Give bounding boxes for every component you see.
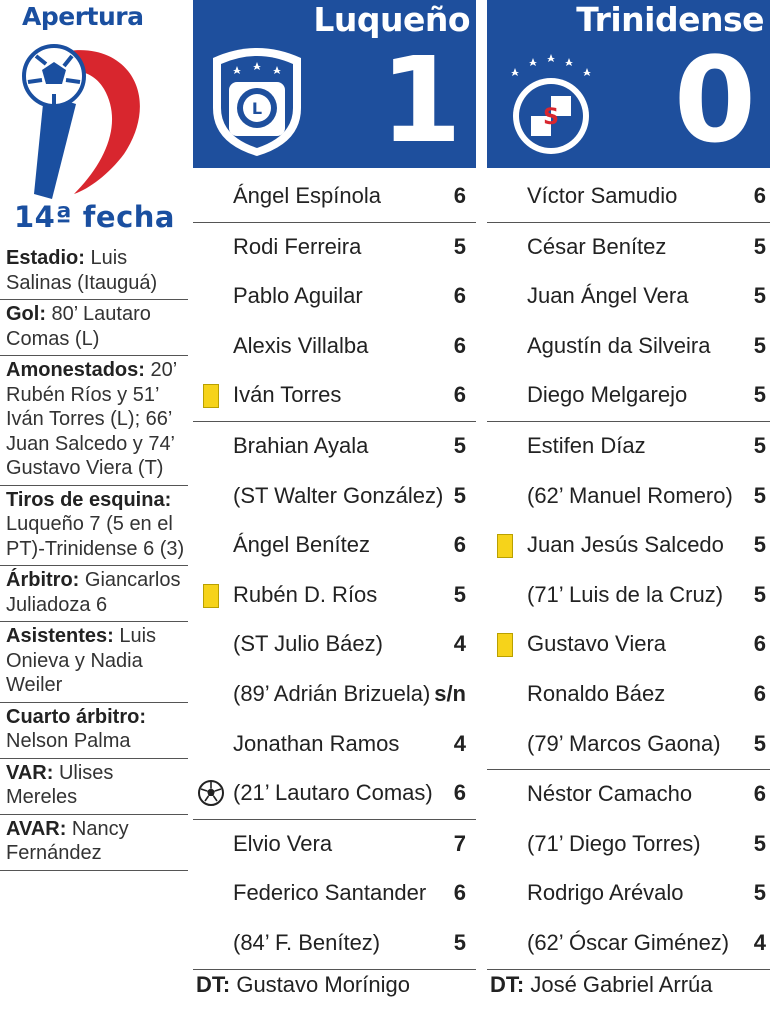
tournament-title: Apertura	[22, 2, 144, 31]
info-label: Estadio:	[6, 247, 85, 269]
player-row	[193, 620, 476, 670]
info-block	[0, 759, 188, 815]
player-rating: 6	[453, 382, 466, 408]
player-name: Ángel Benítez	[233, 532, 370, 558]
player-rating: 5	[753, 830, 766, 856]
team2-name: Trinidense	[576, 0, 764, 39]
player-name: Juan Jesús Salcedo	[527, 532, 724, 558]
info-value: Ulises Mereles	[6, 761, 114, 808]
player-rating: 6	[453, 780, 466, 806]
player-name: Gustavo Viera	[527, 631, 667, 657]
player-name: Pablo Aguilar	[233, 283, 363, 309]
player-row	[487, 770, 770, 820]
info-label: Árbitro:	[6, 569, 80, 591]
svg-text:S: S	[543, 105, 559, 130]
player-row	[193, 670, 476, 720]
player-row	[193, 272, 476, 322]
player-name: (62’ Manuel Romero)	[527, 482, 733, 508]
player-row	[487, 172, 770, 223]
player-rating: 6	[753, 631, 766, 657]
player-rating: s/n	[434, 680, 466, 706]
player-name: Ronaldo Báez	[527, 680, 666, 706]
player-name: (79’ Marcos Gaona)	[527, 730, 721, 756]
player-row	[487, 919, 770, 970]
player-rating: 5	[453, 482, 466, 508]
info-block	[0, 622, 188, 703]
team2-lineup	[487, 172, 770, 970]
player-name: (84’ F. Benítez)	[233, 929, 381, 955]
player-name: Jonathan Ramos	[233, 730, 400, 756]
player-row	[193, 223, 476, 273]
player-row	[487, 371, 770, 422]
player-rating: 5	[753, 482, 766, 508]
player-row	[487, 322, 770, 372]
player-rating: 6	[753, 781, 766, 807]
match-details	[0, 244, 188, 871]
yellow-card-icon	[203, 384, 219, 408]
info-block	[0, 486, 188, 567]
info-block	[0, 703, 188, 759]
info-block	[0, 566, 188, 622]
player-rating: 5	[753, 581, 766, 607]
player-row	[487, 620, 770, 670]
player-name: (62’ Óscar Giménez)	[527, 929, 730, 955]
player-row	[487, 670, 770, 720]
player-row	[193, 172, 476, 223]
player-row	[193, 521, 476, 571]
player-row	[487, 272, 770, 322]
player-rating: 6	[753, 183, 766, 208]
player-name: Estifen Díaz	[527, 432, 646, 458]
svg-text:L: L	[251, 99, 263, 118]
player-rating: 5	[453, 929, 466, 955]
info-block	[0, 815, 188, 871]
player-rating: 5	[753, 730, 766, 756]
player-row	[487, 422, 770, 472]
player-name: (21’ Lautaro Comas)	[233, 780, 433, 806]
team1-lineup	[193, 172, 476, 970]
info-block	[0, 244, 188, 300]
yellow-card-icon	[203, 584, 219, 608]
info-value: 20’ Rubén Ríos y 51’ Iván Torres (L); 66’ Juan Salcedo y 74’ Gustavo Viera (T)	[6, 359, 177, 479]
team2-coach: DT: José Gabriel Arrúa	[490, 972, 713, 997]
player-row	[193, 919, 476, 970]
player-rating: 5	[753, 532, 766, 558]
player-row	[487, 869, 770, 919]
trinidense-crest-icon	[497, 38, 605, 158]
team1-score: 1	[379, 31, 462, 169]
team1-header	[193, 0, 476, 168]
player-row	[487, 223, 770, 273]
player-row	[487, 472, 770, 522]
player-rating: 6	[453, 332, 466, 358]
player-name: Agustín da Silveira	[527, 332, 711, 358]
info-value: 80’ Lautaro Comas (L)	[6, 303, 151, 350]
player-rating: 6	[453, 880, 466, 906]
player-row	[193, 820, 476, 870]
tournament-logo	[14, 34, 164, 204]
round-label: 14ª fecha	[14, 200, 175, 234]
player-name: (71’ Luis de la Cruz)	[527, 581, 724, 607]
info-label: Amonestados:	[6, 359, 145, 381]
team2-score: 0	[673, 31, 756, 169]
player-name: Ángel Espínola	[233, 183, 381, 208]
player-name: Juan Ángel Vera	[527, 283, 689, 309]
player-row	[487, 571, 770, 621]
player-row	[193, 571, 476, 621]
player-rating: 4	[453, 730, 466, 756]
player-name: Rubén D. Ríos	[233, 581, 378, 607]
info-value: Luqueño 7 (5 en el PT)-Trinidense 6 (3)	[6, 513, 185, 560]
info-value: Luis Onieva y Nadia Weiler	[6, 625, 157, 696]
player-name: (ST Julio Báez)	[233, 631, 383, 657]
player-name: Néstor Camacho	[527, 781, 693, 807]
player-name: Brahian Ayala	[233, 432, 369, 458]
team1-coach: DT: Gustavo Morínigo	[196, 972, 410, 997]
player-rating: 5	[453, 432, 466, 458]
player-name: Iván Torres	[233, 382, 342, 408]
player-rating: 6	[453, 183, 466, 208]
soccer-ball-icon	[197, 779, 225, 807]
player-row	[487, 820, 770, 870]
luqueno-crest-icon	[203, 38, 311, 158]
player-rating: 4	[753, 929, 766, 955]
player-row	[193, 322, 476, 372]
player-rating: 6	[453, 283, 466, 309]
info-label: AVAR:	[6, 817, 67, 840]
player-row	[487, 521, 770, 571]
player-name: (ST Walter González)	[233, 482, 444, 508]
team2-header	[487, 0, 770, 168]
team1-name: Luqueño	[313, 0, 470, 39]
player-name: César Benítez	[527, 233, 667, 259]
info-value: Luis Salinas (Itauguá)	[6, 247, 158, 294]
player-rating: 5	[753, 880, 766, 906]
player-rating: 6	[753, 680, 766, 706]
player-row	[193, 422, 476, 472]
player-name: Elvio Vera	[233, 830, 333, 856]
player-name: Rodi Ferreira	[233, 233, 362, 259]
player-rating: 5	[753, 332, 766, 358]
player-rating: 5	[753, 382, 766, 408]
player-rating: 5	[753, 432, 766, 458]
player-name: Rodrigo Arévalo	[527, 880, 684, 906]
player-name: (89’ Adrián Brizuela)	[233, 680, 431, 706]
info-label: Asistentes:	[6, 625, 114, 647]
info-value: Nelson Palma	[6, 730, 131, 752]
info-block	[0, 300, 188, 356]
info-label: Gol:	[6, 303, 46, 325]
player-row	[193, 472, 476, 522]
player-name: Víctor Samudio	[527, 183, 678, 208]
player-rating: 4	[453, 631, 466, 657]
player-rating: 5	[753, 283, 766, 309]
player-row	[193, 769, 476, 820]
info-block	[0, 356, 188, 486]
yellow-card-icon	[497, 534, 513, 558]
info-label: Tiros de esquina:	[6, 488, 172, 511]
player-row	[487, 720, 770, 771]
player-rating: 5	[753, 233, 766, 259]
yellow-card-icon	[497, 633, 513, 657]
player-rating: 6	[453, 532, 466, 558]
player-name: Diego Melgarejo	[527, 382, 688, 408]
player-rating: 5	[453, 581, 466, 607]
player-row	[193, 720, 476, 770]
info-value: Nancy Fernández	[6, 817, 129, 864]
info-label: VAR:	[6, 761, 54, 784]
player-rating: 5	[453, 233, 466, 259]
player-name: (71’ Diego Torres)	[527, 830, 701, 856]
info-label: Cuarto árbitro:	[6, 705, 146, 728]
player-name: Alexis Villalba	[233, 332, 369, 358]
player-row	[193, 869, 476, 919]
player-row	[193, 371, 476, 422]
player-rating: 7	[453, 830, 466, 856]
player-name: Federico Santander	[233, 880, 427, 906]
info-value: Giancarlos Juliadoza 6	[6, 569, 181, 616]
